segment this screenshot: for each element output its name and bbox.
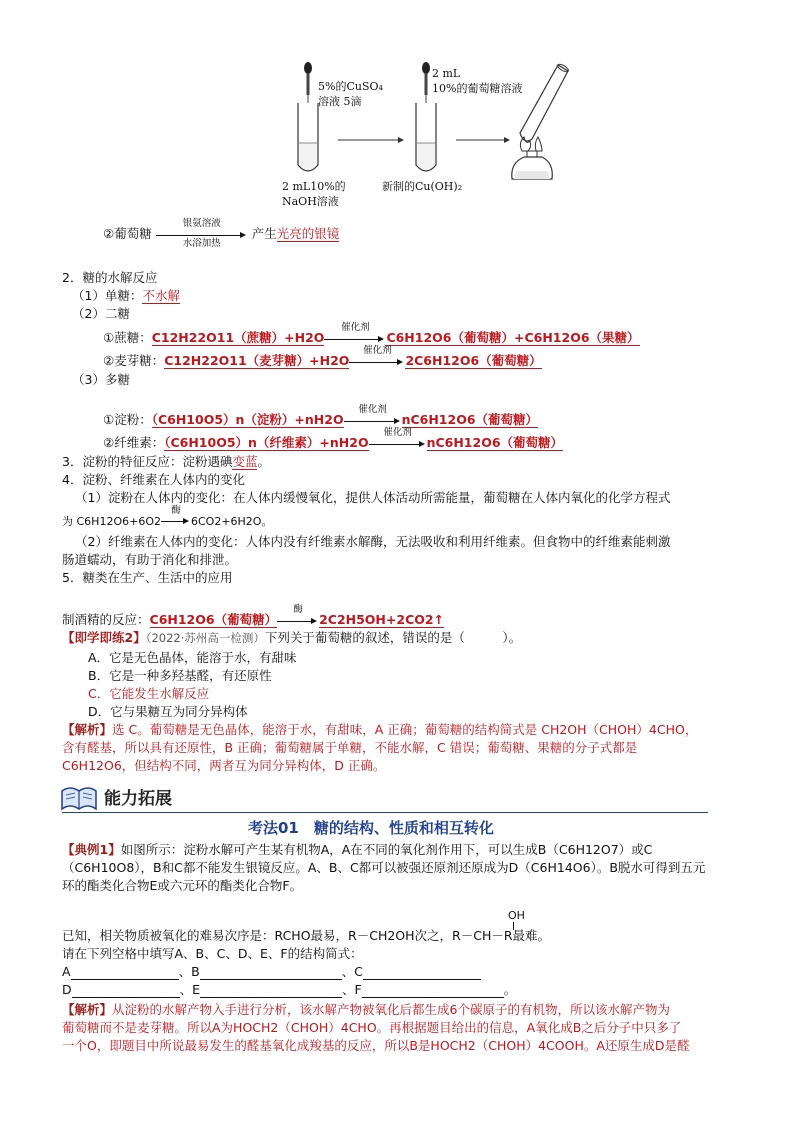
- example-analysis-1: 【解析】从淀粉的水解产物入手进行分析，该水解产物被氧化后都生成6个碳原子的有机物，所以该水解产物为: [62, 1002, 670, 1017]
- answer-a-blank[interactable]: [71, 967, 179, 980]
- practice-analysis-1: 【解析】选 C。葡萄糖是无色晶体，能溶于水，有甜味，A 正确；葡萄糖的结构简式是 CH2OH（CHOH）4CHO，: [62, 722, 698, 737]
- example-p3: 环的酯类化合物E或六元环的酯类化合物F。: [62, 878, 303, 893]
- dropper-middle-icon: [422, 62, 430, 103]
- starch-reaction-line: 3．淀粉的特征反应：淀粉遇碘变蓝。: [62, 454, 270, 469]
- answer-c-blank[interactable]: [363, 967, 481, 980]
- cellulose-line: ②纤维素：（C6H10O5）n（纤维素）+nH2O 催化剂 nC6H12O6（葡萄糖）: [103, 426, 564, 450]
- blank-row-2: D 、E 、F 。: [62, 982, 517, 997]
- application-title: 5．糖类在生产、生活中的应用: [62, 570, 233, 585]
- known-line: 已知，相关物质被氧化的难易次序是：RCHO最易，R－CH2OH次之，R－CH－R最难。: [62, 928, 551, 943]
- body-change-p2: （2）纤维素在人体内的变化：人体内没有纤维素水解酶，无法吸收和利用纤维素。但食物中的纤维素能刺激: [75, 534, 671, 549]
- practice-line: 【即学即练2】（2022·苏州高一检测）下列关于葡萄糖的叙述，错误的是（ ）。: [62, 630, 522, 645]
- example-analysis-3: 一个O，即题目中所说最易发生的醛基氧化成羧基的反应，所以B是HOCH2（CHOH）4COOH。A还原生成D是醛: [62, 1038, 690, 1053]
- fig-label-glucose-vol: 2 mL: [432, 67, 461, 80]
- answer-d-blank[interactable]: [72, 985, 180, 998]
- practice-analysis-2: 含有醛基，所以具有还原性，B 正确；葡萄糖属于单糖，不能水解，C 错误；葡萄糖、果糖的分子式都是: [62, 740, 638, 755]
- silver-mirror-answer: 光亮的银镜: [276, 226, 340, 241]
- oh-label: OH: [508, 909, 525, 922]
- dropper-left-icon: [304, 62, 312, 103]
- option-d: D．它与果糖互为同分异构体: [88, 704, 248, 719]
- alcohol-lamp-icon: [512, 137, 553, 179]
- section-divider: [62, 812, 708, 813]
- section-subtitle: 考法01 糖的结构、性质和相互转化: [248, 819, 494, 837]
- di-label: （2）二糖: [72, 306, 130, 321]
- sucrose-line: ①蔗糖：C12H22O11（蔗糖）+H2O 催化剂 C6H12O6（葡萄糖）+C6H12O6（果糖）: [103, 321, 640, 345]
- heated-test-tube-icon: [520, 63, 569, 141]
- section-title: 能力拓展: [104, 789, 172, 809]
- mono-line: （1）单糖：不水解: [72, 288, 180, 303]
- body-change-title: 4．淀粉、纤维素在人体内的变化: [62, 472, 245, 487]
- book-icon: [60, 783, 98, 813]
- body-change-p2b: 肠道蠕动，有助于消化和排泄。: [62, 552, 238, 567]
- example-p1: 【典例1】如图所示：淀粉水解可产生某有机物A，A在不同的氧化剂作用下，可以生成B（C6H12O7）或C: [62, 842, 653, 857]
- fig-label-naoh: NaOH溶液: [282, 195, 339, 208]
- example-analysis-2: 葡萄糖而不是麦芽糖。所以A为HOCH2（CHOH）4CHO。再根据题目给出的信息，A氧化成B之后分子中只多了: [62, 1020, 682, 1035]
- body-change-p1: （1）淀粉在人体内的变化：在人体内缓慢氧化，提供人体活动所需能量，葡萄糖在人体内氧化的化学方程式: [75, 490, 671, 505]
- fig-label-drops: 溶液 5滴: [318, 95, 362, 108]
- body-change-eq: 为 C6H12O6+6O2 酶 6CO2+6H2O。: [62, 505, 273, 528]
- option-b: B．它是一种多羟基醛，有还原性: [88, 668, 272, 683]
- hydrolysis-title: 2．糖的水解反应: [62, 270, 158, 285]
- starch-line: ①淀粉：（C6H10O5）n（淀粉）+nH2O 催化剂 nC6H12O6（葡萄糖）: [103, 403, 539, 427]
- answer-f-blank[interactable]: [362, 985, 504, 998]
- glucose-silver-line: ②葡萄糖 银氨溶液 水浴加热 产生光亮的银镜: [103, 217, 340, 249]
- fig-label-glucose: 10%的葡萄糖溶液: [432, 82, 523, 95]
- maltose-line: ②麦芽糖：C12H22O11（麦芽糖）+H2O 催化剂 2C6H12O6（葡萄糖）: [103, 344, 542, 368]
- fig-label-naoh-vol: 2 mL10%的: [282, 180, 346, 193]
- answer-e-blank[interactable]: [200, 985, 342, 998]
- fig-label-cuoh: 新制的Cu(OH)₂: [382, 180, 463, 193]
- option-c: C．它能发生水解反应: [88, 686, 210, 701]
- test-tube-left-icon: [298, 103, 318, 171]
- blank-row-1: A 、B 、C: [62, 964, 481, 980]
- practice-analysis-3: C6H12O6，但结构不同，两者互为同分异构体，D 正确。: [62, 758, 386, 773]
- wine-line: 制酒精的反应：C6H12O6（葡萄糖） 酶 2C2H5OH+2CO2↑: [62, 603, 445, 627]
- test-tube-middle-icon: [416, 103, 436, 171]
- poly-label: （3）多糖: [72, 372, 130, 387]
- answer-b-blank[interactable]: [200, 967, 342, 980]
- option-a: A．它是无色晶体，能溶于水，有甜味: [88, 650, 297, 665]
- fig-label-cuso4: 5%的CuSO₄: [318, 80, 383, 93]
- example-p2: （C6H10O8），B和C都不能发生银镜反应。A、B、C都可以被强还原剂还原成为D（C6H14O6）。B脱水可得到五元: [62, 860, 706, 875]
- fill-prompt: 请在下列空格中填写A、B、C、D、E、F的结构简式：: [62, 946, 363, 961]
